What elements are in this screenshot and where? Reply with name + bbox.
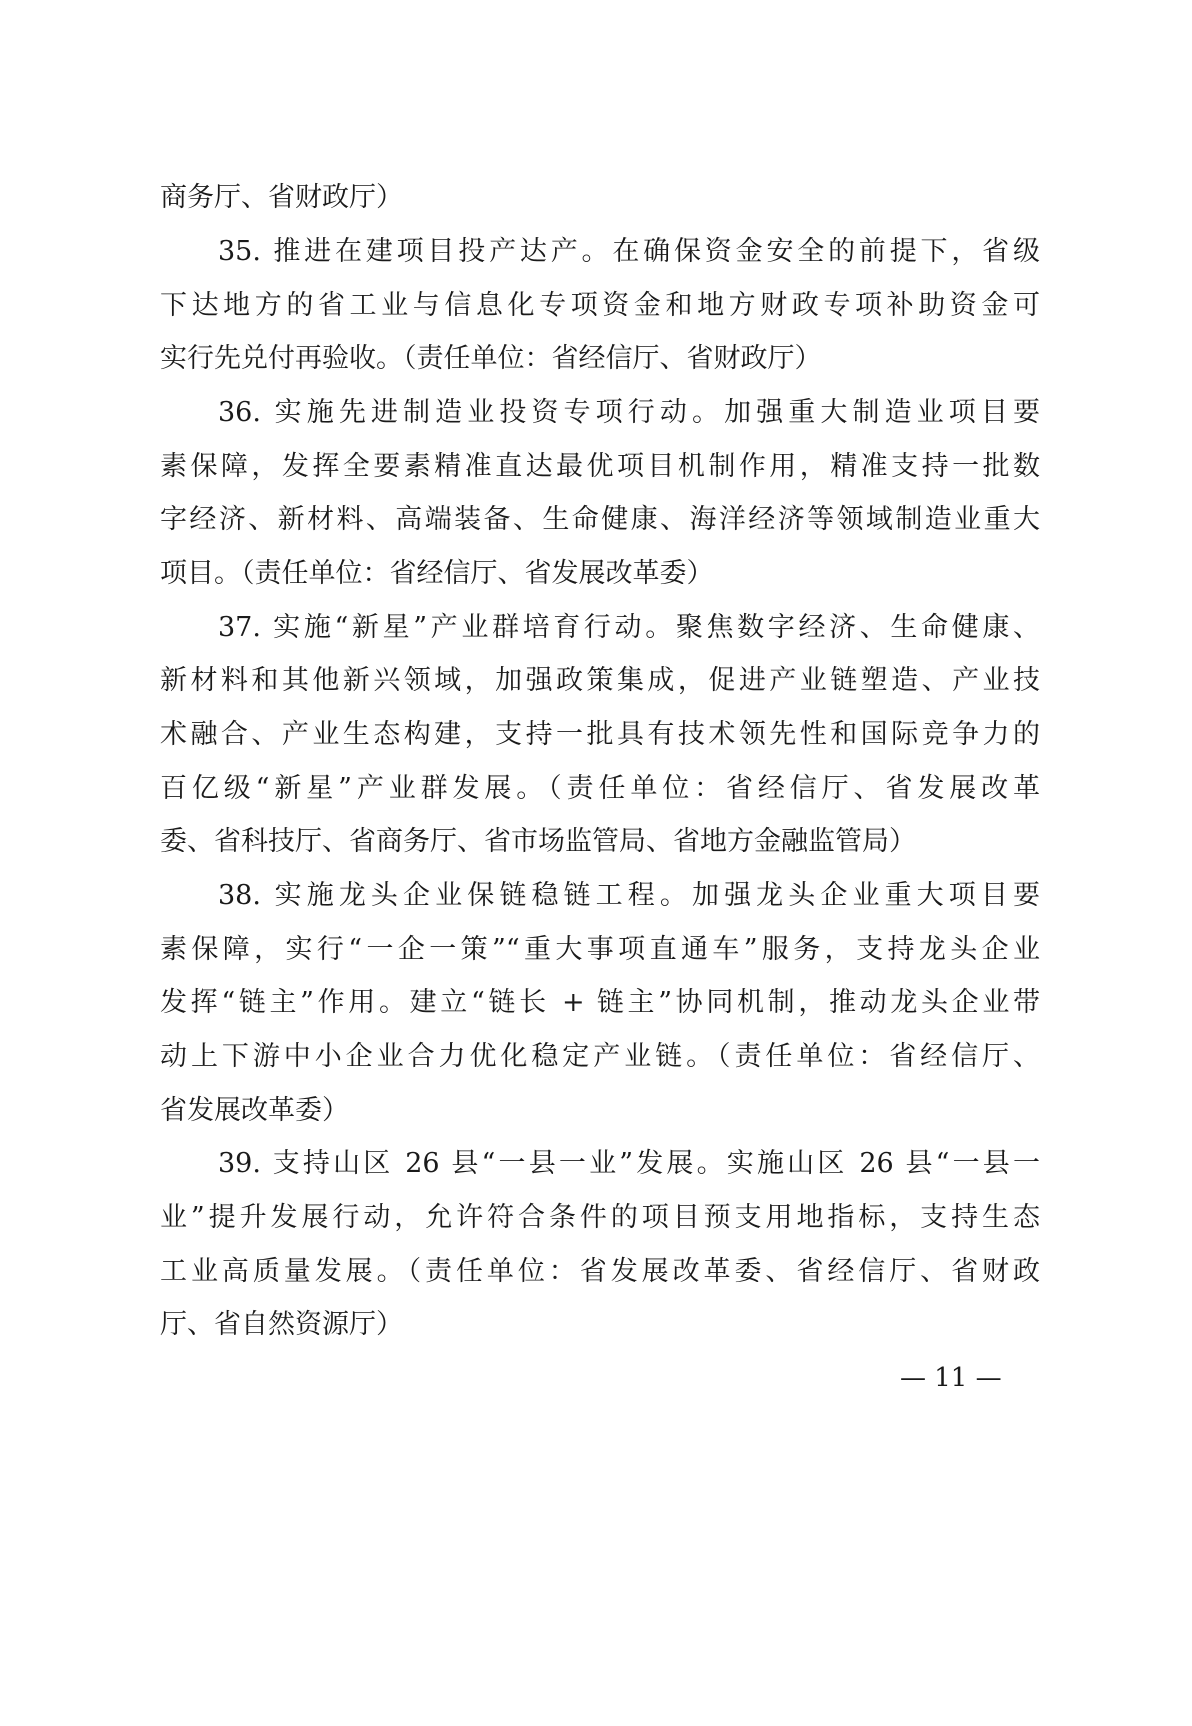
paragraph-38-line-1: 38. 实施龙头企业保链稳链工程。加强龙头企业重大项目要	[218, 880, 1040, 911]
paragraph-39-line-1: 39. 支持山区 26 县“一县一业”发展。实施山区 26 县“一县一	[218, 1148, 1040, 1179]
text-line: 工业高质量发展。（责任单位：省发展改革委、省经信厅、省财政	[160, 1256, 1040, 1287]
text-line: 字经济、新材料、高端装备、生命健康、海洋经济等领域制造业重大	[160, 504, 1040, 535]
paragraph-36-line-1: 36. 实施先进制造业投资专项行动。加强重大制造业项目要	[218, 397, 1040, 428]
paragraph-37-line-1: 37. 实施“新星”产业群培育行动。聚焦数字经济、生命健康、	[218, 612, 1040, 643]
text-line: 术融合、产业生态构建，支持一批具有技术领先性和国际竞争力的	[160, 719, 1040, 750]
text-line: 业”提升发展行动，允许符合条件的项目预支用地指标，支持生态	[160, 1202, 1040, 1233]
text-line: 厅、省自然资源厅）	[160, 1309, 403, 1340]
text-line: 新材料和其他新兴领域，加强政策集成，促进产业链塑造、产业技	[160, 665, 1040, 696]
text-line: 省发展改革委）	[160, 1095, 349, 1126]
page-number: — 11 —	[900, 1363, 1002, 1393]
text-line: 商务厅、省财政厅）	[160, 182, 403, 213]
text-line: 下达地方的省工业与信息化专项资金和地方财政专项补助资金可	[160, 290, 1040, 321]
text-line: 素保障，实行“一企一策”“重大事项直通车”服务，支持龙头企业	[160, 934, 1040, 965]
text-line: 发挥“链主”作用。建立“链长 + 链主”协同机制，推动龙头企业带	[160, 987, 1040, 1018]
text-line: 委、省科技厅、省商务厅、省市场监管局、省地方金融监管局）	[160, 826, 916, 857]
text-line: 百亿级“新星”产业群发展。（责任单位：省经信厅、省发展改革	[160, 773, 1040, 804]
text-line: 实行先兑付再验收。（责任单位：省经信厅、省财政厅）	[160, 343, 822, 374]
paragraph-35-line-1: 35. 推进在建项目投产达产。在确保资金安全的前提下，省级	[218, 236, 1040, 267]
text-line: 动上下游中小企业合力优化稳定产业链。（责任单位：省经信厅、	[160, 1041, 1040, 1072]
text-line: 项目。（责任单位：省经信厅、省发展改革委）	[160, 558, 714, 589]
text-line: 素保障，发挥全要素精准直达最优项目机制作用，精准支持一批数	[160, 451, 1040, 482]
